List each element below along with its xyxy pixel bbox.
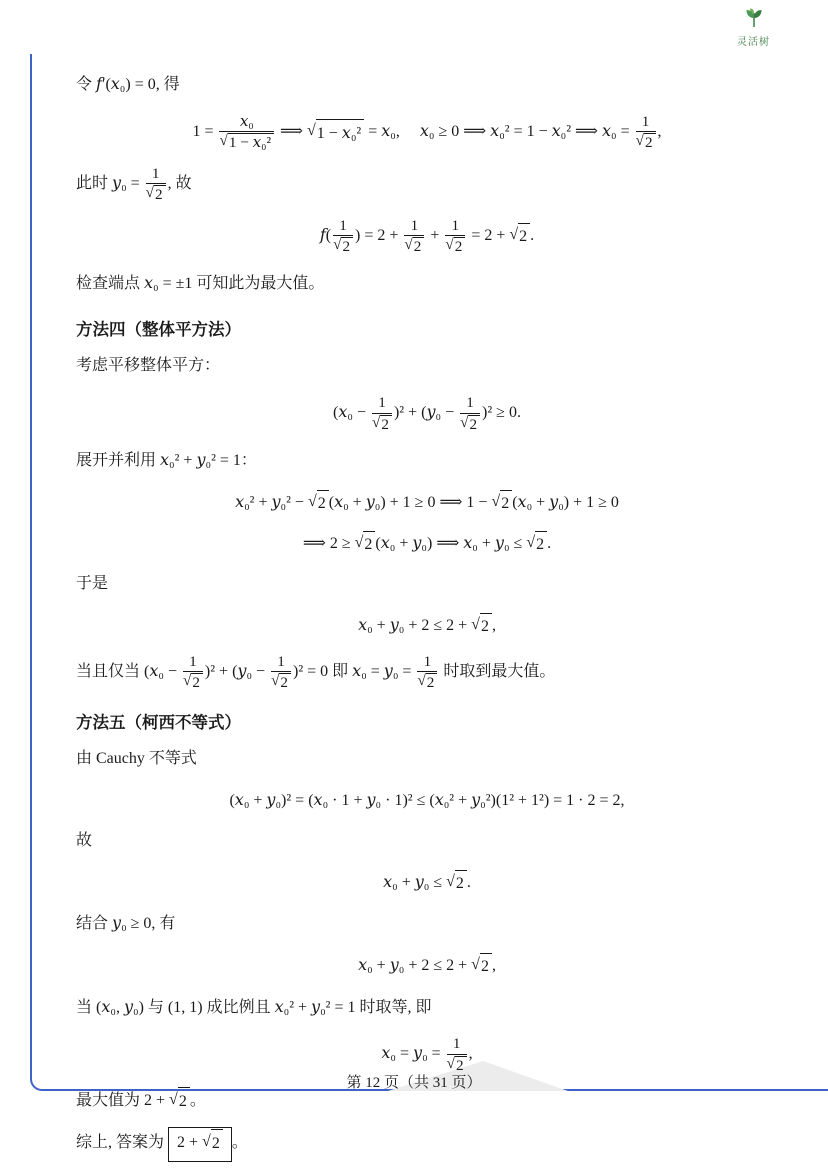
equation: x₀ + y₀ + 2 ≤ 2 + √ 2 ,: [76, 952, 778, 980]
equation: ⟹ 2 ≥ √ 2 (x₀ + y₀) ⟹ x₀ + y₀ ≤ √ 2 .: [76, 530, 778, 558]
paragraph: 令 f′(x₀) = 0, 得: [76, 74, 180, 93]
page-number: 第 12 页（共 31 页）: [346, 1075, 482, 1091]
equation: (x₀ + y₀)² = (x₀ · 1 + y₀ · 1)² ≤ (x₀² + y₀²)(1² + 1²) = 1 · 2 = 2,: [229, 790, 625, 810]
equation: f( 1 √ 2 ) = 2 + 1 √ 2 + 1 √ 2 = 2 + √ 2 .: [319, 216, 535, 256]
paragraph: 结合 y₀ ≥ 0, 有: [76, 913, 176, 933]
equation: (x₀ − 1 √ 2 )² + (y₀ − 1 √ 2 )² ≥ 0.: [333, 394, 521, 433]
brand-name: 灵活树: [737, 37, 770, 48]
equation: 1 = x₀ √ 1 − x₀² ⟹ √ 1 − x₀² = x₀, x₀ ≥ 0 ⟹ x₀² = 1 − x₀² ⟹ x₀ = 1 √ 2 ,: [192, 111, 662, 152]
method-heading: 方法五（柯西不等式）: [76, 714, 241, 733]
paragraph: 检查端点 x₀ = ±1 可知此为最大值。: [76, 272, 325, 292]
paragraph: 此时 y₀ = 1 √ 2 , 故: [76, 164, 192, 204]
paragraph: 综上, 答案为 2 + √ 2 。: [76, 1127, 778, 1162]
paragraph: 最大值为 2 + √ 2 。: [76, 1087, 778, 1117]
paragraph: 考虑平移整体平方：: [76, 357, 221, 375]
paragraph: 当 (x₀, y₀) 与 (1, 1) 成比例且 x₀² + y₀² = 1 时取等, 即: [76, 996, 432, 1016]
paragraph: 故: [76, 831, 93, 849]
paragraph: 展开并利用 x₀² + y₀² = 1：: [76, 450, 257, 470]
tree-icon: [742, 16, 766, 33]
equation: x₀ = y₀ = 1 √ 2 ,: [381, 1035, 473, 1074]
paragraph: 由 Cauchy 不等式: [76, 750, 197, 768]
equation: x₀² + y₀² − √ 2 (x₀ + y₀) + 1 ≥ 0 ⟹ 1 − √ 2 (x₀ + y₀) + 1 ≥ 0: [76, 489, 778, 517]
method-heading: 方法四（整体平方法）: [76, 321, 241, 340]
paragraph: 于是: [76, 575, 109, 593]
equation: x₀ + y₀ + 2 ≤ 2 + √ 2 ,: [76, 612, 778, 640]
equation: x₀ + y₀ ≤ √ 2 .: [76, 869, 778, 897]
brand-logo: [737, 5, 770, 48]
paragraph: 当且仅当 (x₀ − 1 √ 2 )² + (y₀ − 1 √ 2 )² = 0 即 x₀ = y₀ = 1 √ 2 时取到最大值。: [76, 652, 556, 691]
content: [76, 60, 778, 1172]
